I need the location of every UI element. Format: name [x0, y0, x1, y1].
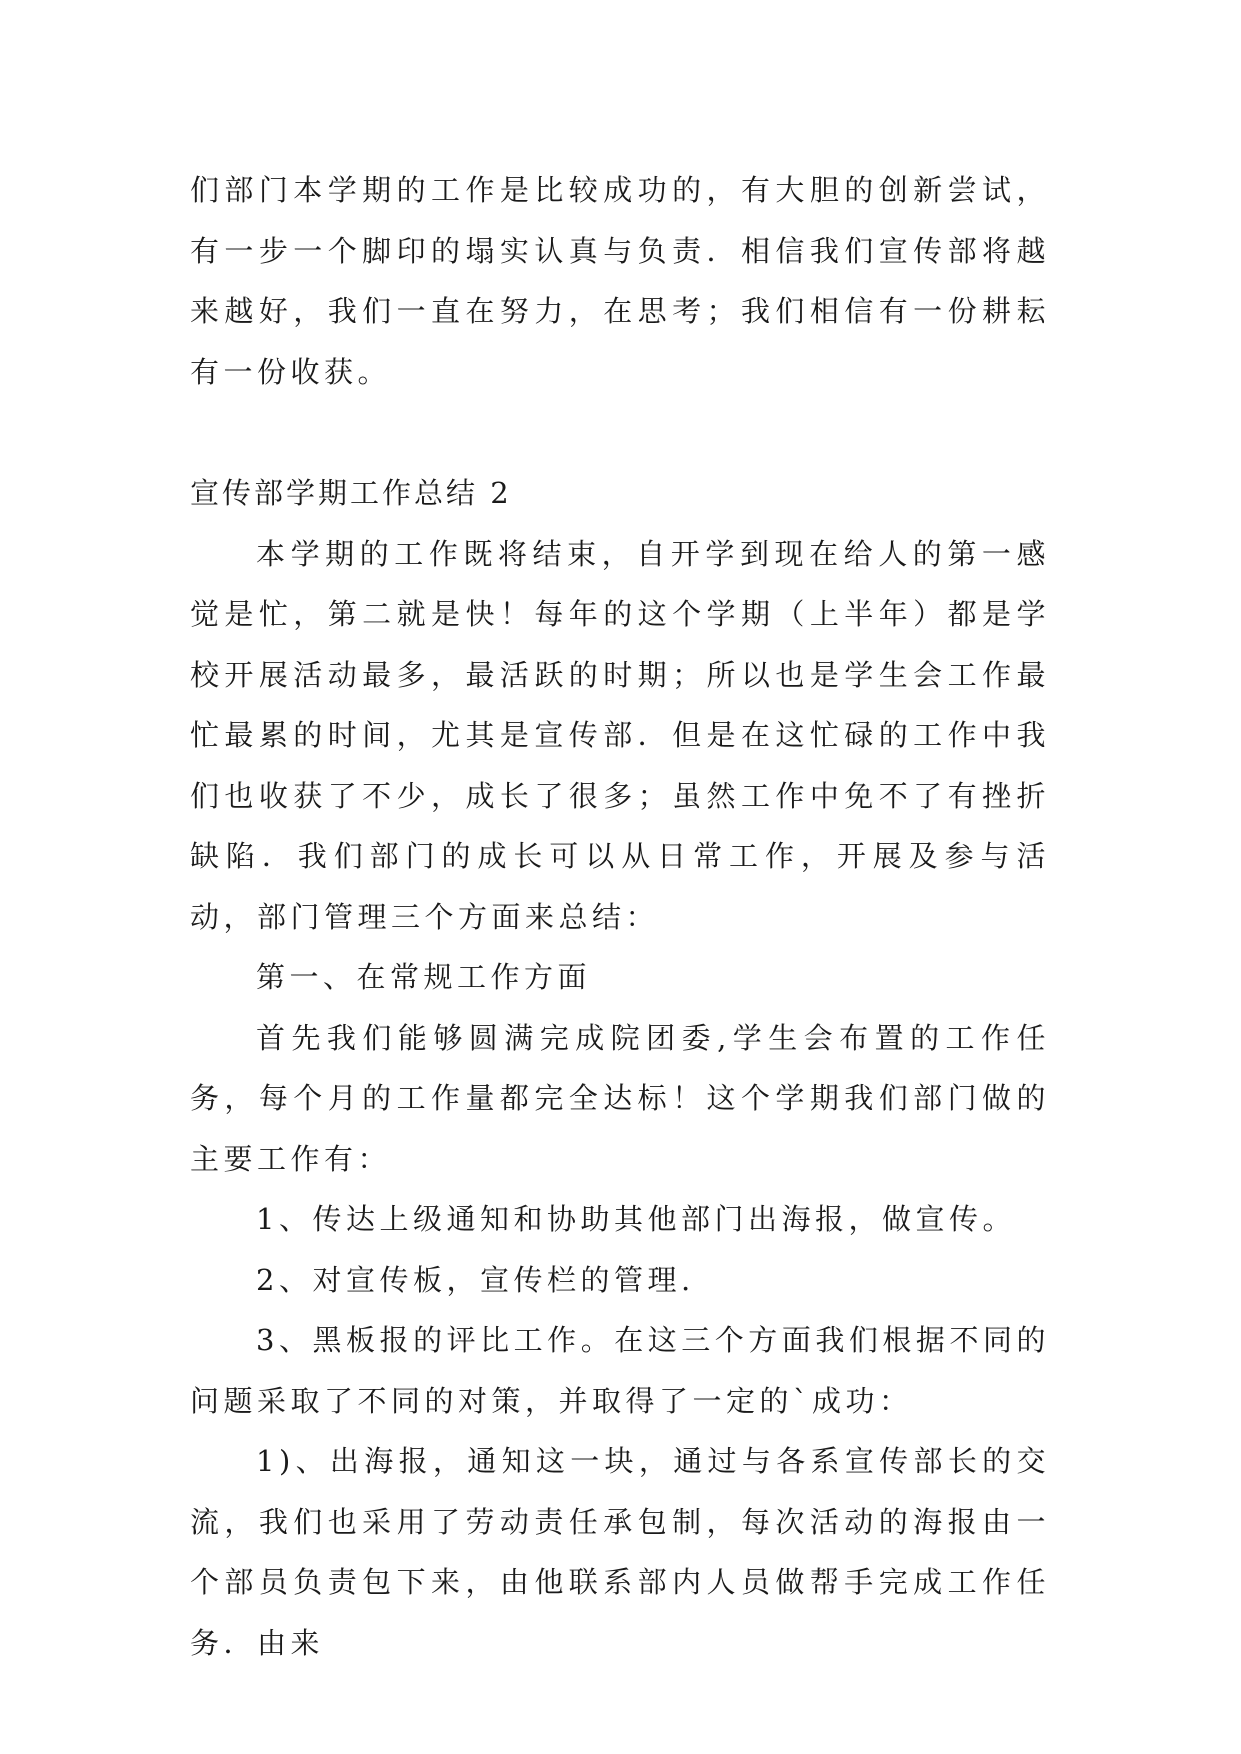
intro-paragraph: 们部门本学期的工作是比较成功的，有大胆的创新尝试，有一步一个脚印的塌实认真与负责．相信我们宣传部将越来越好，我们一直在努力，在思考；我们相信有一份耕耘有一份收获。	[190, 173, 1050, 389]
document-body	[190, 160, 1050, 1673]
body-paragraph-2: 首先我们能够圆满完成院团委,学生会布置的工作任务，每个月的工作量都完全达标！这个学期我们部门做的主要工作有：	[190, 1020, 1050, 1176]
subheading-regular-work: 第一、在常规工作方面	[256, 960, 592, 994]
list-item-2: 2、对宣传板，宣传栏的管理.	[256, 1262, 695, 1297]
sub-list-item-1: 1)、出海报，通知这一块，通过与各系宣传部长的交流，我们也采用了劳动责任承包制，每次活动的海报由一个部员负责包下来，由他联系部内人员做帮手完成工作任务．由来	[190, 1444, 1050, 1660]
section-title: 宣传部学期工作总结 2	[190, 476, 512, 510]
list-item-1: 1、传达上级通知和协助其他部门出海报，做宣传。	[256, 1202, 1016, 1236]
section-gap	[190, 402, 1050, 463]
list-item-3: 3、黑板报的评比工作。在这三个方面我们根据不同的问题采取了不同的对策，并取得了一定的`成功：	[190, 1323, 1050, 1418]
body-paragraph-1: 本学期的工作既将结束，自开学到现在给人的第一感觉是忙，第二就是快！每年的这个学期（上半年）都是学校开展活动最多，最活跃的时期；所以也是学生会工作最忙最累的时间，尤其是宣传部．但是在这忙碌的工作中我们也收获了不少，成长了很多；虽然工作中免不了有挫折缺陷．我们部门的成长可以从日常工作，开展及参与活动，部门管理三个方面来总结：	[190, 536, 1050, 934]
